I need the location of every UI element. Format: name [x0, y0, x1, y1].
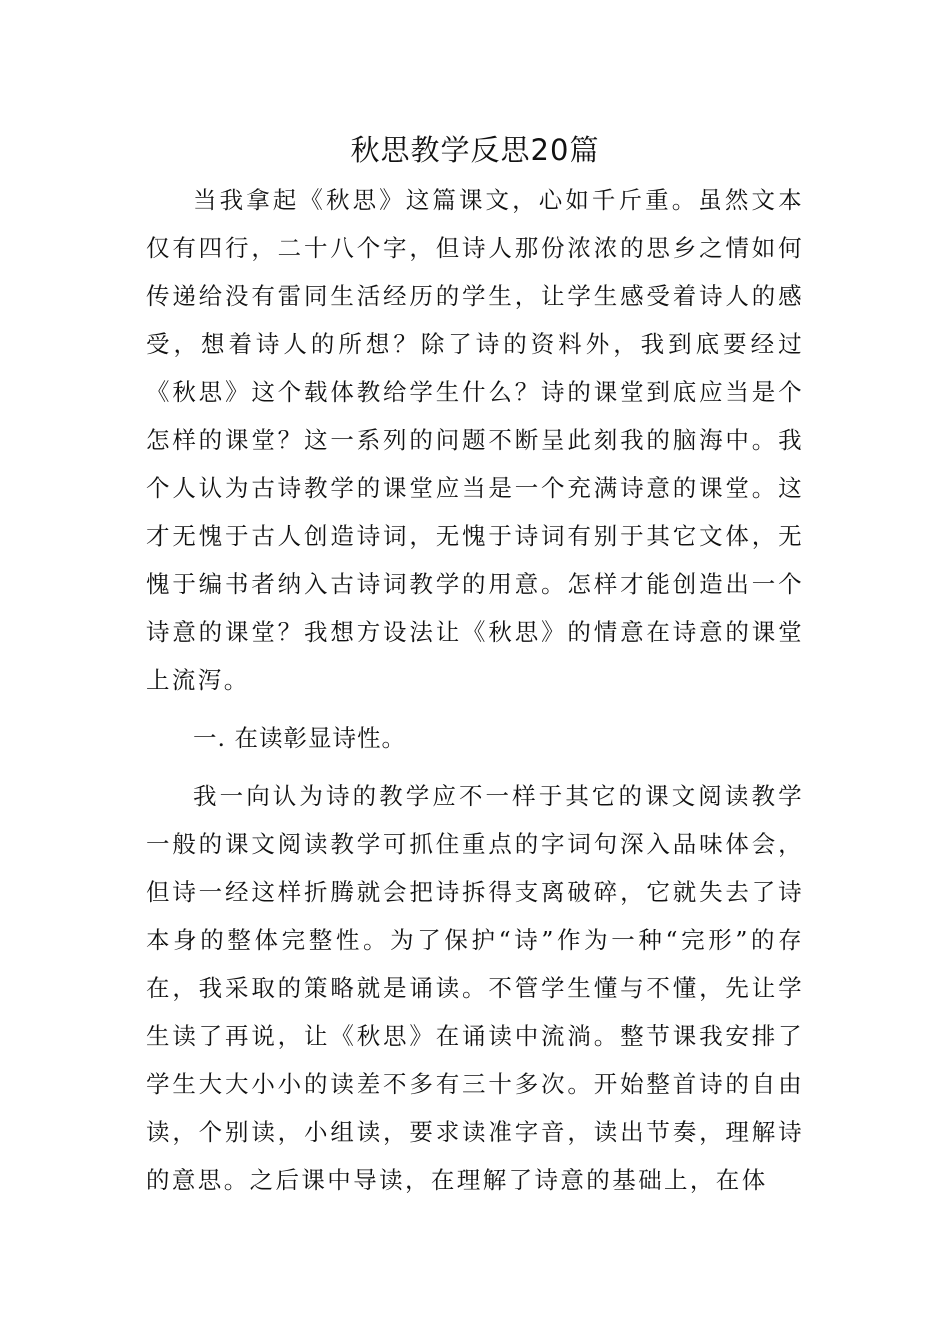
paragraph-reading: 我一向认为诗的教学应不一样于其它的课文阅读教学一般的课文阅读教学可抓住重点的字词句深入品味体会，但诗一经这样折腾就会把诗拆得支离破碎，它就失去了诗本身的整体完整性。为了保护“诗”作为一种“完形”的存在，我采取的策略就是诵读。不管学生懂与不懂，先让学生读了再说，让《秋思》在诵读中流淌。整节课我安排了学生大大小小的读差不多有三十多次。开始整首诗的自由读，个别读，小组读，要求读准字音，读出节奏，理解诗的意思。之后课中导读，在理解了诗意的基础上，在体: [146, 782, 804, 1194]
document-title: 秋思教学反思20篇: [350, 133, 600, 167]
paragraph-intro: 当我拿起《秋思》这篇课文，心如千斤重。虽然文本仅有四行，二十八个字，但诗人那份浓浓的思乡之情如何传递给没有雷同生活经历的学生，让学生感受着诗人的感受，想着诗人的所想？除了诗的资料外，我到底要经过《秋思》这个载体教给学生什么？诗的课堂到底应当是个怎样的课堂？这一系列的问题不断呈此刻我的脑海中。我个人认为古诗教学的课堂应当是一个充满诗意的课堂。这才无愧于古人创造诗词，无愧于诗词有别于其它文体，无愧于编书者纳入古诗词教学的用意。怎样才能创造出一个诗意的课堂？我想方设法让《秋思》的情意在诗意的课堂上流泻。: [146, 186, 804, 694]
section-heading: 一. 在读彰显诗性。: [193, 724, 406, 752]
document-body: [146, 176, 804, 1204]
